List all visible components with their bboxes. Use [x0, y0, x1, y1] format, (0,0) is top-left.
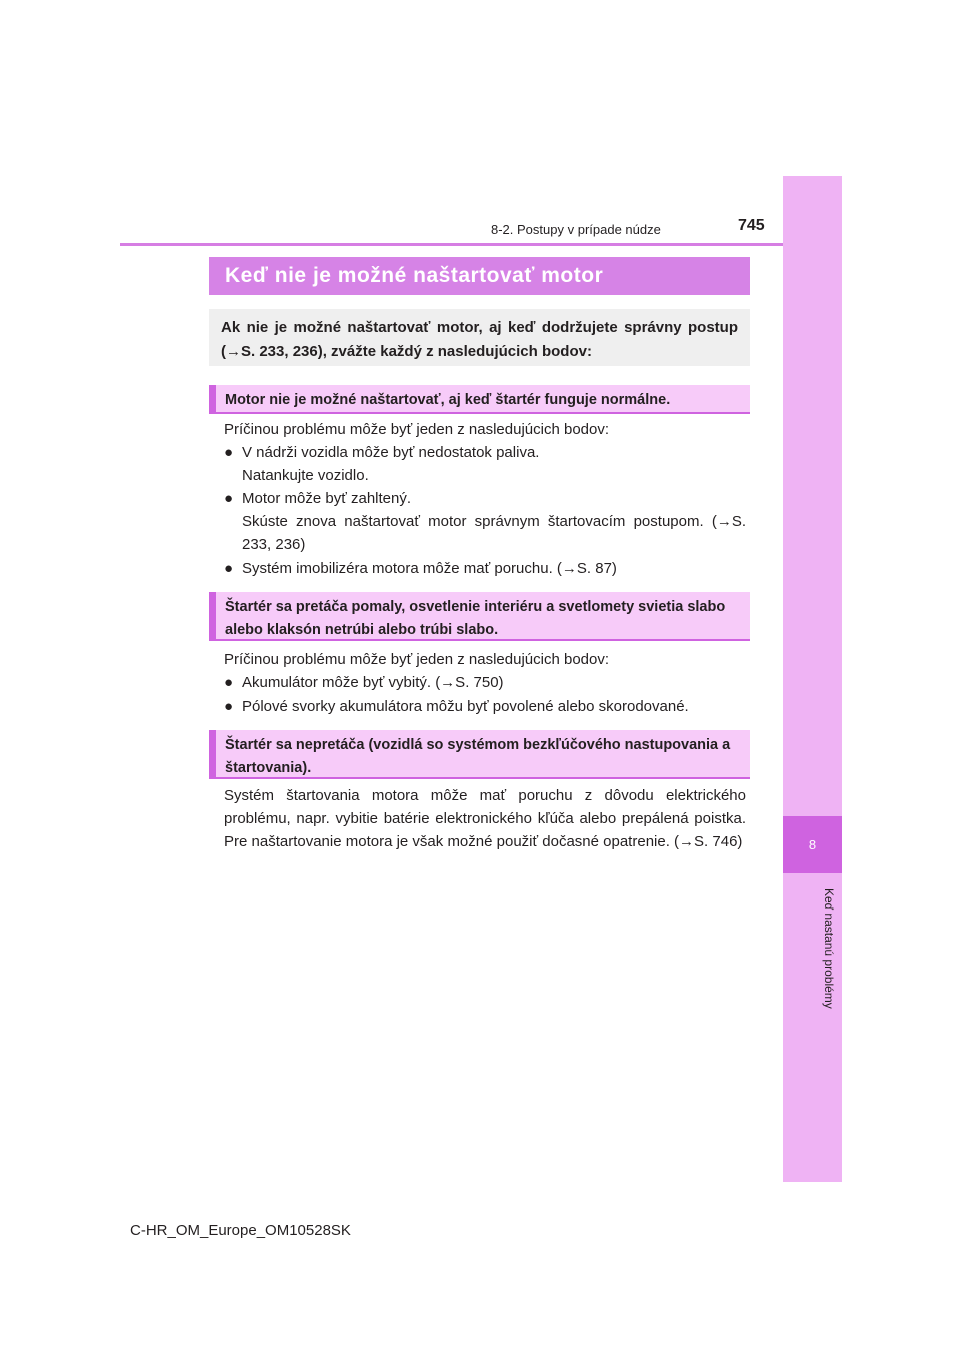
list-item — [224, 487, 746, 556]
section-2-heading: Štartér sa pretáča pomaly, osvetlenie interiéru a svetlomety svietia slabo alebo klaksón netrúbi alebo trúbi slabo. — [209, 592, 750, 641]
intro-box: Ak nie je možné naštartovať motor, aj keď dodržujete správny postup (→S. 233, 236), zvážte každý z nasledujúcich bodov: — [209, 309, 750, 366]
list-item-text: Motor môže byť zahltený. — [242, 490, 412, 507]
bullet-icon: ● — [224, 490, 234, 507]
section-2-lead: Príčinou problému môže byť jeden z nasledujúcich bodov: — [224, 651, 610, 668]
bullet-icon: ● — [224, 698, 234, 715]
bullet-icon: ● — [224, 444, 234, 461]
page-number: 745 — [738, 217, 765, 234]
list-item — [224, 671, 746, 694]
page-title: Keď nie je možné naštartovať motor — [209, 257, 750, 295]
header-section: 8-2. Postupy v prípade núdze — [491, 222, 661, 237]
list-item-text: Systém imobilizéra motora môže mať poruchu. (→S. 87) — [242, 560, 617, 577]
list-item-detail: Natankujte vozidlo. — [242, 467, 369, 484]
list-item-text: V nádrži vozidla môže byť nedostatok paliva. — [242, 444, 540, 461]
list-item-text: Akumulátor môže byť vybitý. (→S. 750) — [242, 674, 504, 691]
footer-code: C-HR_OM_Europe_OM10528SK — [130, 1222, 351, 1239]
section-1-heading: Motor nie je možné naštartovať, aj keď štartér funguje normálne. — [209, 385, 750, 414]
section-3-body: Systém štartovania motora môže mať poruchu z dôvodu elektrického problému, napr. vybitie batérie elektronického kľúča alebo prepálená poistka. Pre naštartovanie motora je však možné použiť dočasné opatrenie. (→S. 746) — [224, 787, 746, 850]
section-3-heading: Štartér sa nepretáča (vozidlá so systémom bezkľúčového nastupovania a štartovania). — [209, 730, 750, 779]
bullet-icon: ● — [224, 674, 234, 691]
list-item — [224, 441, 746, 487]
list-item — [224, 557, 746, 580]
chapter-label: Keď nastanú problémy — [822, 888, 836, 1009]
bullet-icon: ● — [224, 560, 234, 577]
header-divider — [120, 243, 783, 246]
list-item-text: Pólové svorky akumulátora môžu byť povolené alebo skorodované. — [242, 698, 689, 715]
list-item-detail: Skúste znova naštartovať motor správnym štartovacím postupom. (→S. 233, 236) — [242, 513, 746, 553]
list-item — [224, 695, 746, 718]
section-1-lead: Príčinou problému môže byť jeden z nasledujúcich bodov: — [224, 421, 610, 438]
chapter-number: 8 — [783, 816, 842, 873]
